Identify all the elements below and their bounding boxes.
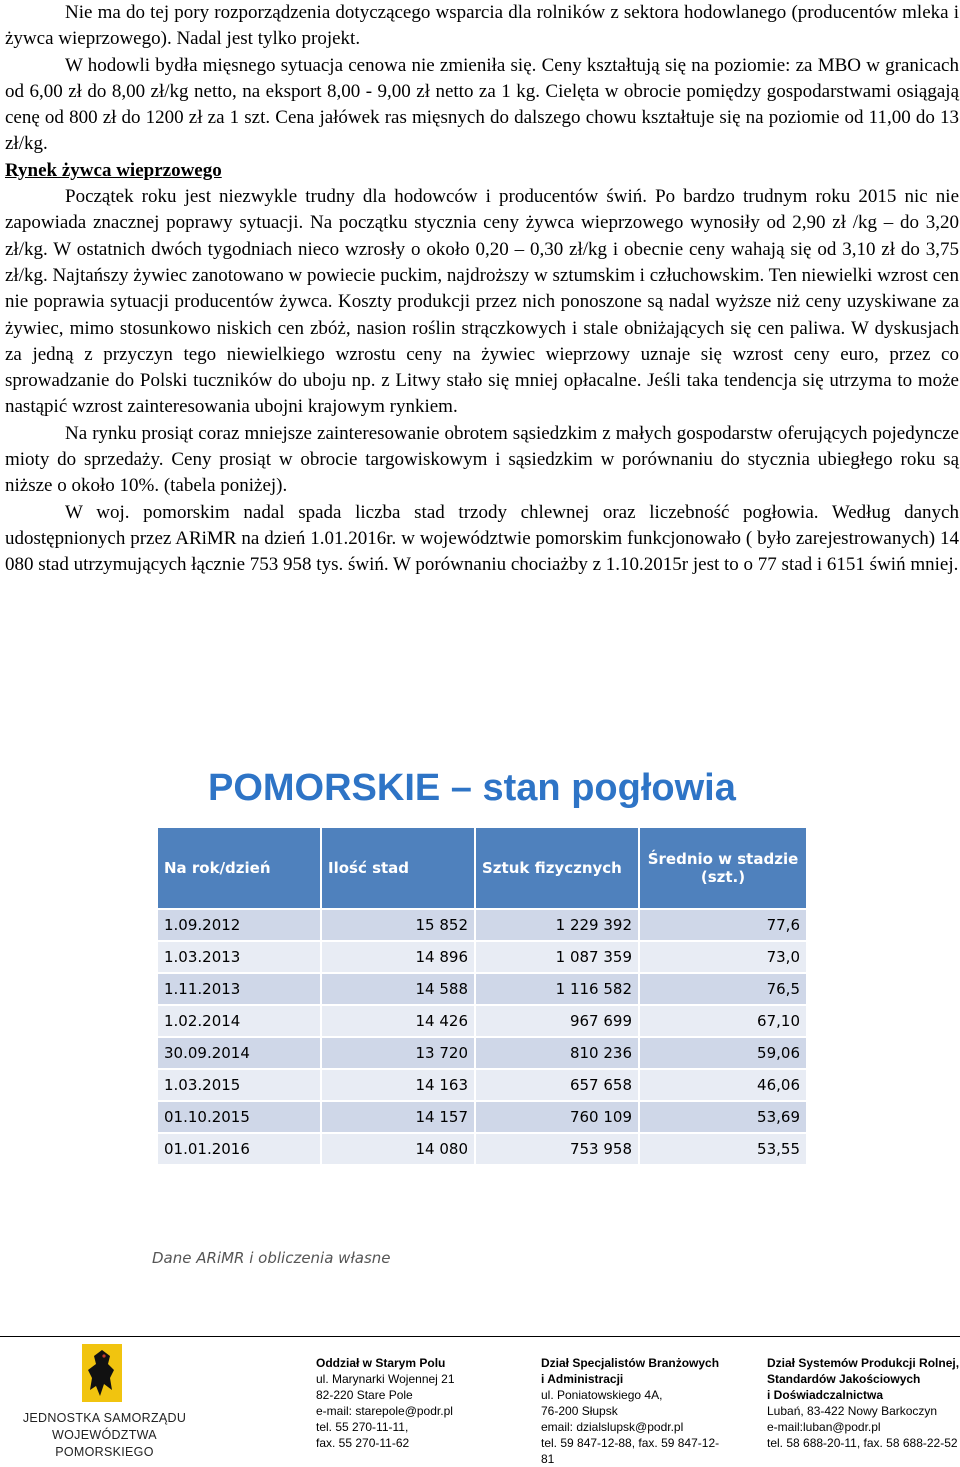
table-row [158, 1100, 806, 1132]
table-cell: 53,55 [640, 1132, 806, 1164]
table-cell: 14 080 [322, 1132, 476, 1164]
table-cell: 53,69 [640, 1100, 806, 1132]
paragraph [5, 0, 959, 53]
table-cell: 77,6 [640, 908, 806, 940]
table-cell: 753 958 [476, 1132, 640, 1164]
table-header-row [158, 828, 806, 908]
footer-email[interactable]: e-mail: starepole@podr.pl [316, 1404, 453, 1418]
footer-line: tel. 59 847-12-88, fax. 59 847-12- [541, 1436, 720, 1450]
footer-col-title: Dział Systemów Produkcji Rolnej, [767, 1356, 960, 1370]
logo-line: JEDNOSTKA SAMORZĄDU [22, 1411, 187, 1425]
table-row [158, 940, 806, 972]
footer-email[interactable]: email: dzialslupsk@podr.pl [541, 1420, 684, 1434]
table-cell: 14 588 [322, 972, 476, 1004]
footer-col-title: Oddział w Starym Polu [316, 1356, 446, 1370]
footer-line: fax. 55 270-11-62 [316, 1436, 410, 1450]
table-cell: 1.03.2015 [158, 1068, 322, 1100]
column-header: Na rok/dzień [158, 828, 322, 908]
footer-line: 81 [541, 1452, 555, 1466]
table-cell: 1 116 582 [476, 972, 640, 1004]
footer-col-title: i Doświadczalnictwa [767, 1388, 884, 1402]
footer-line: ul. Poniatowskiego 4A, [541, 1388, 663, 1402]
table-cell: 73,0 [640, 940, 806, 972]
footer-col-title: i Administracji [541, 1372, 624, 1386]
table-source-note: Dane ARiMR i obliczenia własne [152, 1249, 391, 1267]
table-row [158, 1132, 806, 1164]
paragraph: W woj. pomorskim nadal spada liczba stad trzody chlewnej oraz liczebność pogłowia. Według danych udostępnionych przez ARiMR na dzień 1.01.2016r. w województwie pomorskim funkcjonowało ( było zarejestrowanych) 14 080 stad utrzymujących łącznie 753 958 tys. świń. W porównaniu chociażby z 1.10.2015r jest to o 77 stad i 6151 świń mniej. [5, 501, 959, 576]
table-body [158, 908, 806, 1164]
table-cell: 810 236 [476, 1036, 640, 1068]
logo-text [2, 1410, 207, 1461]
table-cell: 967 699 [476, 1004, 640, 1036]
table-cell: 76,5 [640, 972, 806, 1004]
column-header: Średnio w stadzie (szt.) [640, 828, 806, 908]
table-cell: 14 896 [322, 940, 476, 972]
section-heading: Rynek żywca wieprzowego [5, 159, 222, 181]
paragraph: W hodowli bydła mięsnego sytuacja cenowa nie zmieniła się. Ceny kształtują się na poziomie: za MBO w granicach od 6,00 zł do 8,00 zł/kg netto, na eksport 8,00 - 9,00 zł netto za 1 kg. Cielęta w obrocie pomiędzy gospodarstwami osiągają cenę od 800 zł do 1200 zł za 1 szt. Cena jałówek ras mięsnych do dalszego chowu kształtuje się na poziomie od 11,00 do 13 zł/kg. [5, 54, 959, 155]
table-cell: 15 852 [322, 908, 476, 940]
table-cell: 01.10.2015 [158, 1100, 322, 1132]
table-cell: 13 720 [322, 1036, 476, 1068]
table-cell: 01.01.2016 [158, 1132, 322, 1164]
table-cell: 14 157 [322, 1100, 476, 1132]
table-row [158, 972, 806, 1004]
logo-line: WOJEWÓDZTWA POMORSKIEGO [52, 1428, 157, 1459]
table-row [158, 1036, 806, 1068]
paragraph: Początek roku jest niezwykle trudny dla hodowców i producentów świń. Po bardzo trudnym roku 2015 nic nie zapowiada znacznej poprawy sytuacji. Na początku stycznia ceny żywca wieprzowego wynosiły od 2,90 zł /kg – do 3,20 zł/kg. W ostatnich dwóch tygodniach nieco wzrosły o około 0,20 – 0,30 zł/kg i obecnie ceny wahają się od 3,10 zł do 3,75 zł/kg. Najtańszy żywiec zanotowano w powiecie puckim, najdroższy w sztumskim i człuchowskim. Ten niewielki wzrost cen nie poprawia sytuacji producentów żywca. Koszty produkcji przez nich ponoszone są nadal wyższe niż ceny uzyskiwane za żywiec, mimo stosunkowo niskich cen zbóż, nasion roślin strączkowych i stale obniżających się cen paliwa. W dyskusjach za jedną z przyczyn tego niewielkiego wzrostu ceny na żywiec wieprzowy uznaje się wzrost ceny euro, przez co sprowadzanie do Polski tuczników do uboju np. z Litwy stało się mniej opłacalne. Jeśli taka tendencja się utrzyma to może nastąpić wzrost zainteresowania ubojni krajowym rynkiem. [5, 186, 959, 418]
griffin-crest-icon [82, 1344, 122, 1402]
table-cell: 1.02.2014 [158, 1004, 322, 1036]
table-cell: 67,10 [640, 1004, 806, 1036]
herd-table [158, 828, 806, 1164]
footer-divider [0, 1336, 960, 1337]
footer-col-slupsk [541, 1355, 719, 1467]
footer-line: tel. 55 270-11-11, [316, 1420, 409, 1434]
footer-line: ul. Marynarki Wojennej 21 [316, 1372, 455, 1386]
column-header: Sztuk fizycznych [476, 828, 640, 908]
table-cell: 657 658 [476, 1068, 640, 1100]
table-row [158, 1004, 806, 1036]
footer-line: 82-220 Stare Pole [316, 1388, 413, 1402]
table-row [158, 908, 806, 940]
table-cell: 1 229 392 [476, 908, 640, 940]
footer-col-title: Standardów Jakościowych [767, 1372, 921, 1386]
herd-table-figure [148, 755, 812, 1275]
paragraph: Na rynku prosiąt coraz mniejsze zainteresowanie obrotem sąsiedzkim z małych gospodarstw oferujących pojedyncze mioty do sprzedaży. Ceny prosiąt w obrocie targowiskowym i sąsiedzkim w porównaniu do stycznia ubiegłego roku są niższe o około 10%. (tabela poniżej). [5, 422, 959, 497]
footer-email[interactable]: e-mail:luban@podr.pl [767, 1420, 881, 1434]
table-cell: 59,06 [640, 1036, 806, 1068]
table-title: POMORSKIE – stan pogłowia [208, 767, 736, 809]
footer-line: tel. 58 688-20-11, fax. 58 688-22-52 [767, 1436, 958, 1450]
table-cell: 1.09.2012 [158, 908, 322, 940]
footer-col-title: Dział Specjalistów Branżowych [541, 1356, 720, 1370]
table-cell: 1.11.2013 [158, 972, 322, 1004]
paragraph-text: Nie ma do tej pory rozporządzenia dotyczącego wsparcia dla rolników z sektora hodowlanego (producentów mleka i żywca wieprzowego). Nadal jest tylko projekt. [5, 2, 959, 50]
table-cell: 1 087 359 [476, 940, 640, 972]
table-cell: 46,06 [640, 1068, 806, 1100]
footer-line: 76-200 Słupsk [541, 1404, 618, 1418]
footer-col-luban [767, 1355, 959, 1451]
article-body [5, 0, 959, 579]
footer-logo [2, 1340, 207, 1459]
table-cell: 14 163 [322, 1068, 476, 1100]
footer-col-stare-pole [316, 1355, 455, 1451]
table-cell: 30.09.2014 [158, 1036, 322, 1068]
table-row [158, 1068, 806, 1100]
table-cell: 1.03.2013 [158, 940, 322, 972]
footer-line: Lubań, 83-422 Nowy Barkoczyn [767, 1404, 938, 1418]
table-cell: 14 426 [322, 1004, 476, 1036]
column-header: Ilość stad [322, 828, 476, 908]
table-cell: 760 109 [476, 1100, 640, 1132]
